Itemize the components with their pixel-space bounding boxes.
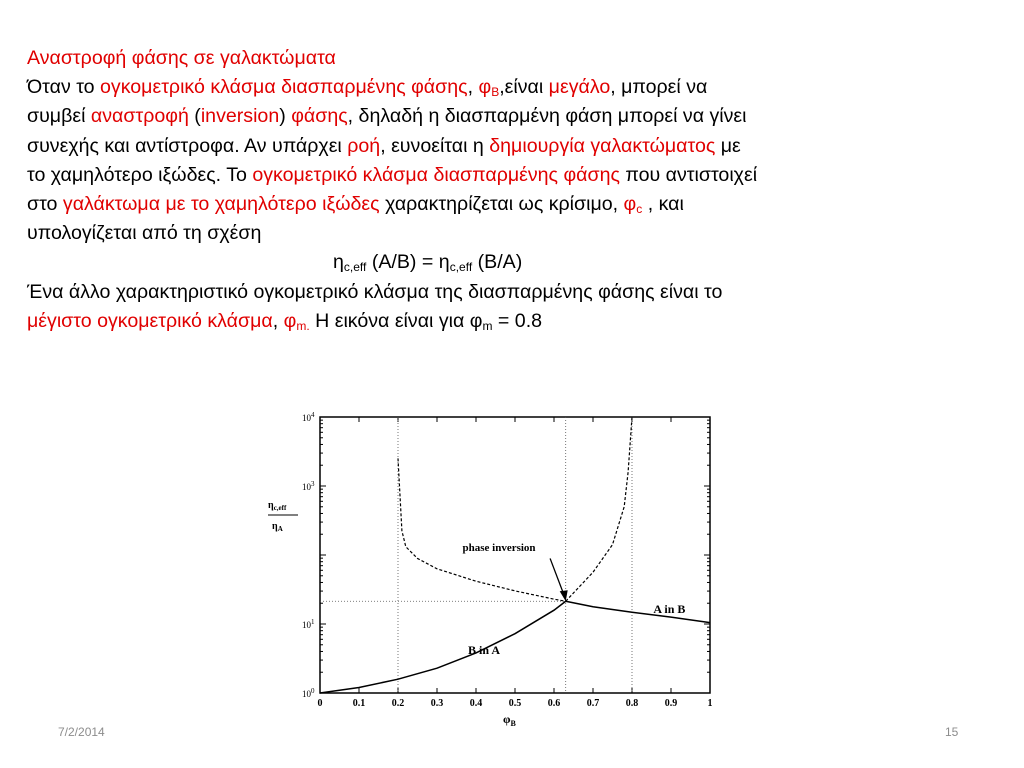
y-tick-label [302,411,315,423]
y-label-sub: A [277,525,283,533]
y-tick-label [302,618,315,630]
highlight: δημιουργία γαλακτώματος [489,134,716,157]
text: Η εικόνα είναι για φ [309,309,483,332]
text: χαρακτηρίζεται ως κρίσιμο, [379,193,624,216]
highlight: inversion [200,105,280,128]
text: ( [188,105,201,128]
x-tick-label: 0.3 [430,698,444,709]
text: , ευνοείται η [380,134,490,157]
paragraph-line [27,190,1002,219]
x-tick-label: 1 [707,698,713,709]
y-tick-exponent: 4 [311,411,315,419]
plot-area [302,411,713,709]
series-line-a-in-b [566,601,710,622]
y-label-numerator [268,500,287,512]
y-tick-label [302,480,315,492]
highlight: φάσης [291,105,348,128]
x-tick-label: 0.6 [547,698,561,709]
highlight: ογκομετρικό κλάσμα διασπαρμένης φάσης [100,76,468,99]
footer-date: 7/2/2014 [58,725,105,739]
x-tick-label: 0.8 [625,698,639,709]
paragraph-line [27,307,1002,336]
text: , [467,76,479,99]
paragraph-line [27,219,1002,248]
x-tick-label: 0.9 [664,698,678,709]
text: , και [642,193,684,216]
subscript: c,eff [449,260,473,275]
symbol-phi-c [624,193,643,215]
y-tick-base: 10 [302,620,311,630]
text: με [715,134,741,157]
text: ,είναι [499,76,549,99]
highlight: γαλάκτωμα με το χαμηλότερο ιξώδες [62,193,380,216]
subscript: c [636,202,643,217]
highlight: μεγάλο [548,76,611,99]
eta: η [333,251,344,274]
x-label-phi: φ [503,712,511,726]
text: στο [27,193,63,216]
y-tick-exponent: 3 [311,480,315,488]
subscript: c,eff [343,260,367,275]
subscript: m [482,318,493,333]
y-tick-base: 10 [302,689,311,699]
text: , [272,309,284,332]
x-tick-label: 0.5 [508,698,522,709]
series-line-b-in-a [320,601,566,693]
paragraph-line [27,132,1002,161]
text: συμβεί [27,105,91,128]
x-axis-label [503,712,517,728]
y-label-denominator [272,521,283,533]
paragraph-line [27,161,1002,190]
subscript: m. [296,318,310,333]
viscosity-chart [260,405,720,735]
text: (B/A) [472,251,523,274]
highlight: μέγιστο ογκομετρικό κλάσμα [27,309,273,332]
series-line-dashed-left [398,458,566,601]
paragraph-line [27,73,1002,102]
highlight: ογκομετρικό κλάσμα διασπαρμένης φάσης [252,163,620,186]
subscript: B [491,85,500,100]
text: που αντιστοιχεί [619,163,758,186]
x-tick-label: 0.2 [391,698,405,709]
plot-frame [320,417,710,693]
y-tick-base: 10 [302,482,311,492]
text: Ένα άλλο χαρακτηριστικό ογκομετρικό κλάσμα της διασπαρμένης φάσης είναι το [27,280,723,303]
y-label-sub: c,eff [273,504,287,512]
annotation-a-in-b: A in B [653,601,686,616]
text: , δηλαδή η διασπαρμένη φάση μπορεί να γίνει [347,105,747,128]
symbol: φ [623,193,637,216]
phase-inversion-arrow-shaft [550,558,564,596]
text: , μπορεί να [610,76,708,99]
y-tick-base: 10 [302,413,311,423]
annotation-b-in-a: B in A [468,643,501,658]
text: υπολογίζεται από τη σχέση [27,222,262,245]
y-tick-exponent: 0 [311,687,315,695]
x-tick-label: 0 [317,698,323,709]
x-tick-label: 0.7 [586,698,600,709]
text: (A/B) = η [366,251,450,274]
y-label-eta: η [268,500,274,511]
y-tick-label [302,687,315,699]
symbol: φ [283,309,297,332]
paragraph-line [27,278,1002,307]
annotation-phase-inversion: phase inversion [462,542,536,554]
x-tick-label: 0.4 [469,698,483,709]
highlight: ροή [347,134,381,157]
y-axis-label [268,500,298,533]
symbol: φ [478,76,492,99]
x-tick-label: 0.1 [352,698,366,709]
footer-page-number: 15 [945,725,959,739]
text: = 0.8 [492,309,543,332]
symbol-phi-b [478,76,499,98]
formula [27,248,1002,277]
text: το χαμηλότερο ιξώδες. Το [27,163,253,186]
text: ) [279,105,292,128]
x-label-sub: B [510,719,516,728]
text: συνεχής και αντίστροφα. Αν υπάρχει [27,134,348,157]
series-line-dashed-right [566,417,632,601]
slide-title: Αναστροφή φάσης σε γαλακτώματα [27,47,336,69]
highlight: αναστροφή [90,105,189,128]
y-label-eta: η [272,521,278,532]
text: Όταν το [27,76,101,99]
symbol-phi-m [284,310,310,332]
slide-text [27,44,1002,336]
y-tick-exponent: 1 [311,618,315,626]
paragraph-line [27,102,1002,131]
